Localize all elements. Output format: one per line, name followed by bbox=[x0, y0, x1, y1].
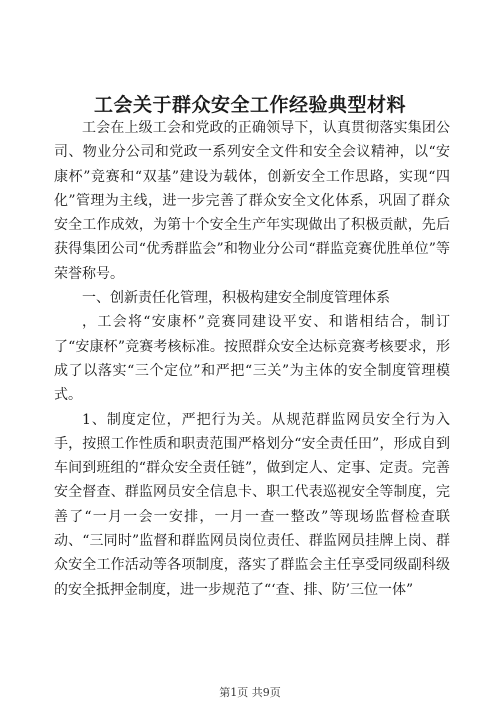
paragraph-item-1: 1、制度定位，严把行为关。从规范群监网员安全行为入手，按照工作性质和职责范围严格划分“安全责任田”，形成自到车间到班组的“群众安全责任链”，做到定人、定事、定责。完善安全督查、群监网员安全信息卡、职工代表巡视安全等制度，完善了“一月一会一安排，一月一查一整改”等现场监督检查联动、“三同时”监督和群监网员岗位责任、群监网员挂牌上岗、群众安全工作活动等各项制度，落实了群监会主任享受同级副科级的安全抵押金制度，进一步规范了“‘查、排、防’三位一体” bbox=[54, 411, 450, 598]
document-body bbox=[54, 116, 450, 602]
page-number: 第1页 共9页 bbox=[219, 686, 281, 699]
paragraph-section-intro: ，工会将“安康杯”竞赛同建设平安、和谐相结合，制订了“安康杯”竞赛考核标准。按照群众安全达标竞赛考核要求，形成了以落实“三个定位”和严把“三关”为主体的安全制度管理模式。 bbox=[54, 314, 450, 404]
document-title: 工会关于群众安全工作经验典型材料 bbox=[93, 94, 406, 116]
paragraph-intro: 工会在上级工会和党政的正确领导下，认真贯彻落实集团公司、物业分公司和党政一系列安全文件和安全会议精神，以“安康杯”竞赛和“双基”建设为载体，创新安全工作思路，实现“四化”管理为主线，进一步完善了群众安全文化体系，巩固了群众安全工作成效，为第十个安全生产年实现做出了积极贡献，先后获得集团公司“优秀群监会”和物业分公司“群监竞赛优胜单位”等荣誉称号。 bbox=[54, 120, 450, 282]
section-heading: 一、创新责任化管理，积极构建安全制度管理体系 bbox=[82, 290, 390, 307]
